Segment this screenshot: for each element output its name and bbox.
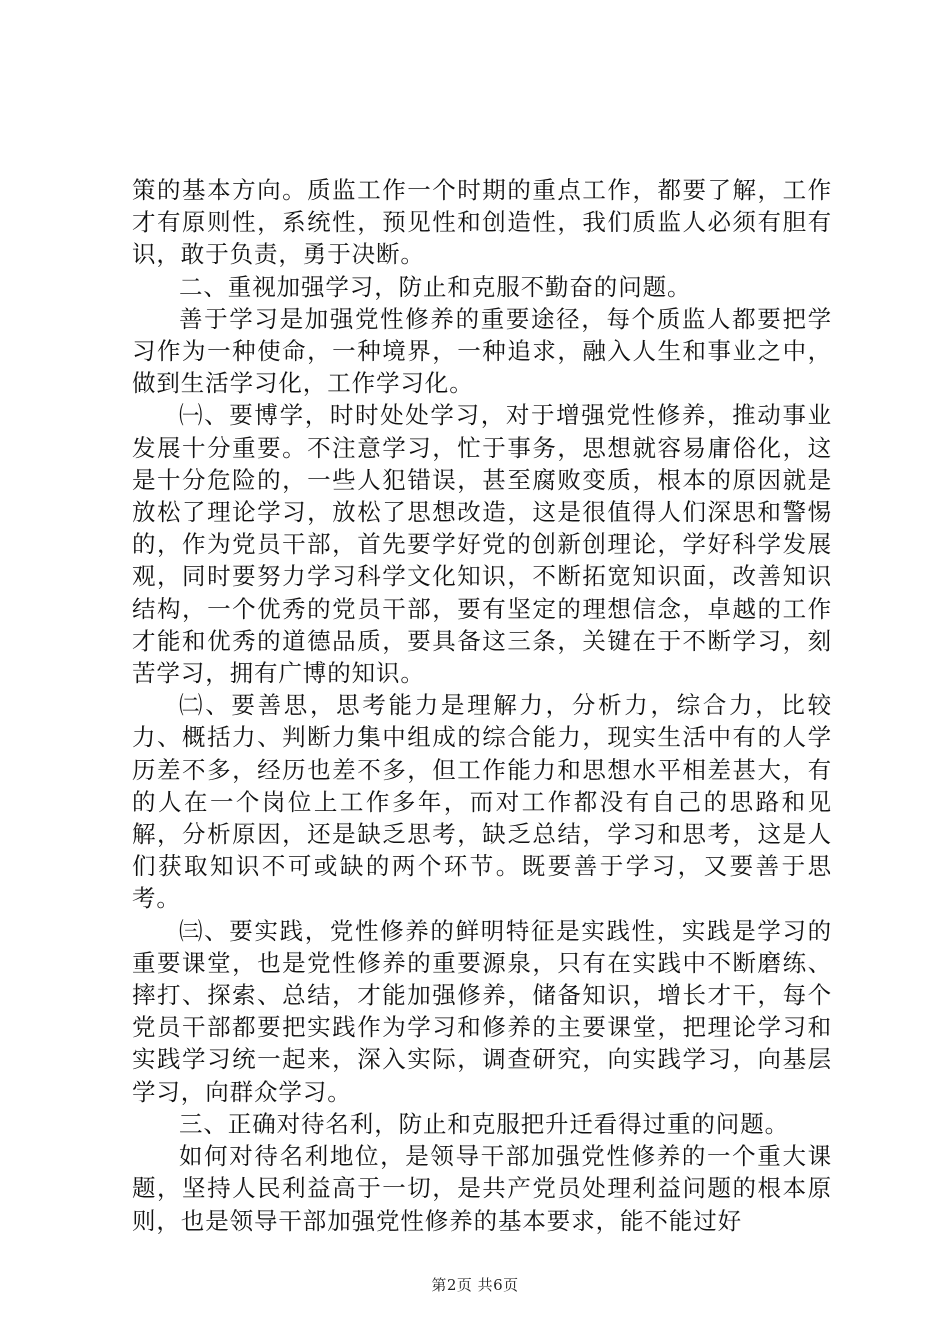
paragraph-6: ㈢、要实践，党性修养的鲜明特征是实践性，实践是学习的重要课堂，也是党性修养的重要源泉，只有在实践中不断磨练、摔打、探索、总结，才能加强修养，储备知识，增长才干，每个党员干部都要把实践作为学习和修养的主要课堂，把理论学习和实践学习统一起来，深入实际，调查研究，向实践学习，向基层学习，向群众学习。 xyxy=(132,916,832,1106)
paragraph-3: 善于学习是加强党性修养的重要途径，每个质监人都要把学习作为一种使命，一种境界，一种追求，融入人生和事业之中，做到生活学习化，工作学习化。 xyxy=(132,304,832,398)
paragraph-4: ㈠、要博学，时时处处学习，对于增强党性修养，推动事业发展十分重要。不注意学习，忙于事务，思想就容易庸俗化，这是十分危险的，一些人犯错误，甚至腐败变质，根本的原因就是放松了理论学习，放松了思想改造，这是很值得人们深思和警惕的，作为党员干部，首先要学好党的创新创理论，学好科学发展观，同时要努力学习科学文化知识，不断拓宽知识面，改善知识结构，一个优秀的党员干部，要有坚定的理想信念，卓越的工作才能和优秀的道德品质，要具备这三条，关键在于不断学习，刻苦学习，拥有广博的知识。 xyxy=(132,401,832,688)
page-number-footer: 第2页 共6页 xyxy=(431,1276,519,1294)
paragraph-5: ㈡、要善思，思考能力是理解力，分析力，综合力，比较力、概括力、判断力集中组成的综合能力，现实生活中有的人学历差不多，经历也差不多，但工作能力和思想水平相差甚大，有的人在一个岗位上工作多年，而对工作都没有自己的思路和见解，分析原因，还是缺乏思考，缺乏总结，学习和思考，这是人们获取知识不可或缺的两个环节。既要善于学习，又要善于思考。 xyxy=(132,691,832,913)
paragraph-1: 策的基本方向。质监工作一个时期的重点工作，都要了解，工作才有原则性，系统性，预见性和创造性，我们质监人必须有胆有识，敢于负责，勇于决断。 xyxy=(132,176,832,269)
paragraph-2-heading: 二、重视加强学习，防止和克服不勤奋的问题。 xyxy=(179,272,692,301)
paragraph-7-heading: 三、正确对待名利，防止和克服把升迁看得过重的问题。 xyxy=(179,1109,789,1138)
paragraph-8: 如何对待名利地位，是领导干部加强党性修养的一个重大课题，坚持人民利益高于一切，是共产党员处理利益问题的根本原则，也是领导干部加强党性修养的基本要求，能不能过好 xyxy=(132,1142,832,1235)
document-body xyxy=(132,174,832,1237)
